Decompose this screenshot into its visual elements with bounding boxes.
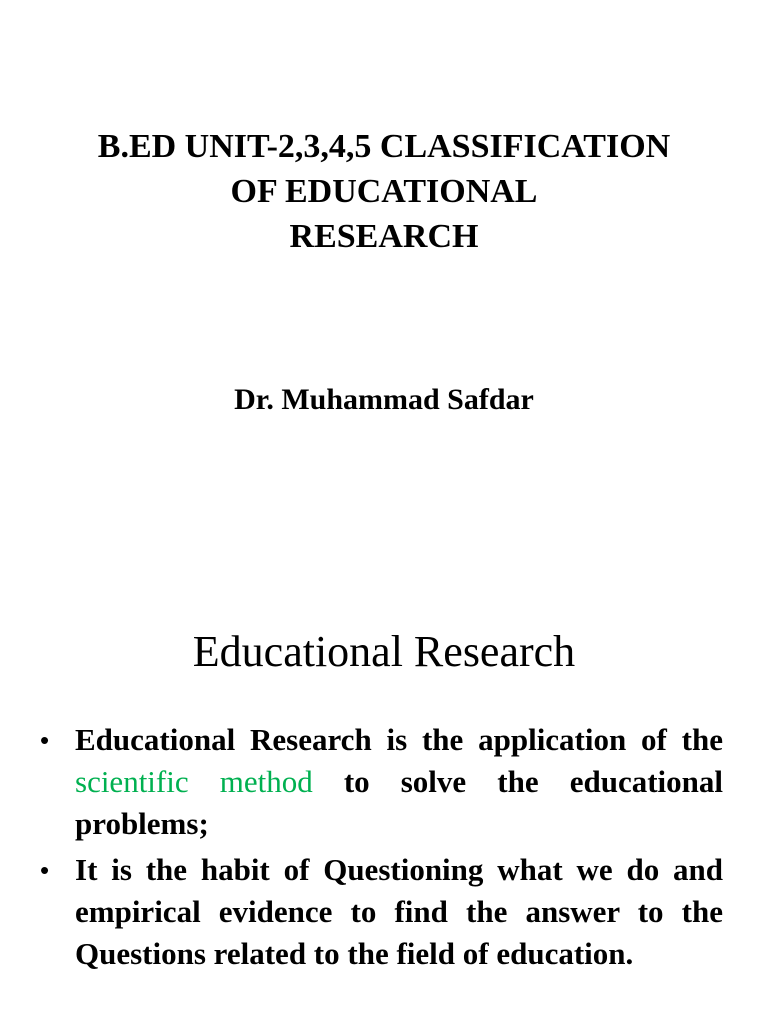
highlighted-term: scientific method	[75, 764, 313, 799]
content-slide	[0, 580, 768, 1024]
bullet-1-text-end: to solve the educational problems;	[75, 764, 724, 841]
slide-title-line-1: B.ED UNIT-2,3,4,5 CLASSIFICATION	[97, 128, 671, 165]
bullet-dot-icon: •	[40, 855, 50, 885]
bullet-item-2	[40, 849, 723, 975]
author-name: Dr. Muhammad Safdar	[234, 383, 534, 416]
bullet-dot-icon: •	[40, 725, 50, 755]
bullet-item-1	[40, 719, 723, 845]
slide-heading: Educational Research	[192, 627, 576, 676]
bullet-1-text-start: Educational Research is the application of the	[75, 722, 723, 757]
slide-title-line-3: RESEARCH	[289, 218, 479, 255]
bullet-2-text: It is the habit of Questioning what we do and empirical evidence to find the answer to the Questions related to the field of education.	[75, 852, 723, 971]
slide-title	[40, 124, 728, 259]
bullet-list	[40, 719, 723, 979]
slide-title-line-2: OF EDUCATIONAL	[230, 173, 538, 210]
